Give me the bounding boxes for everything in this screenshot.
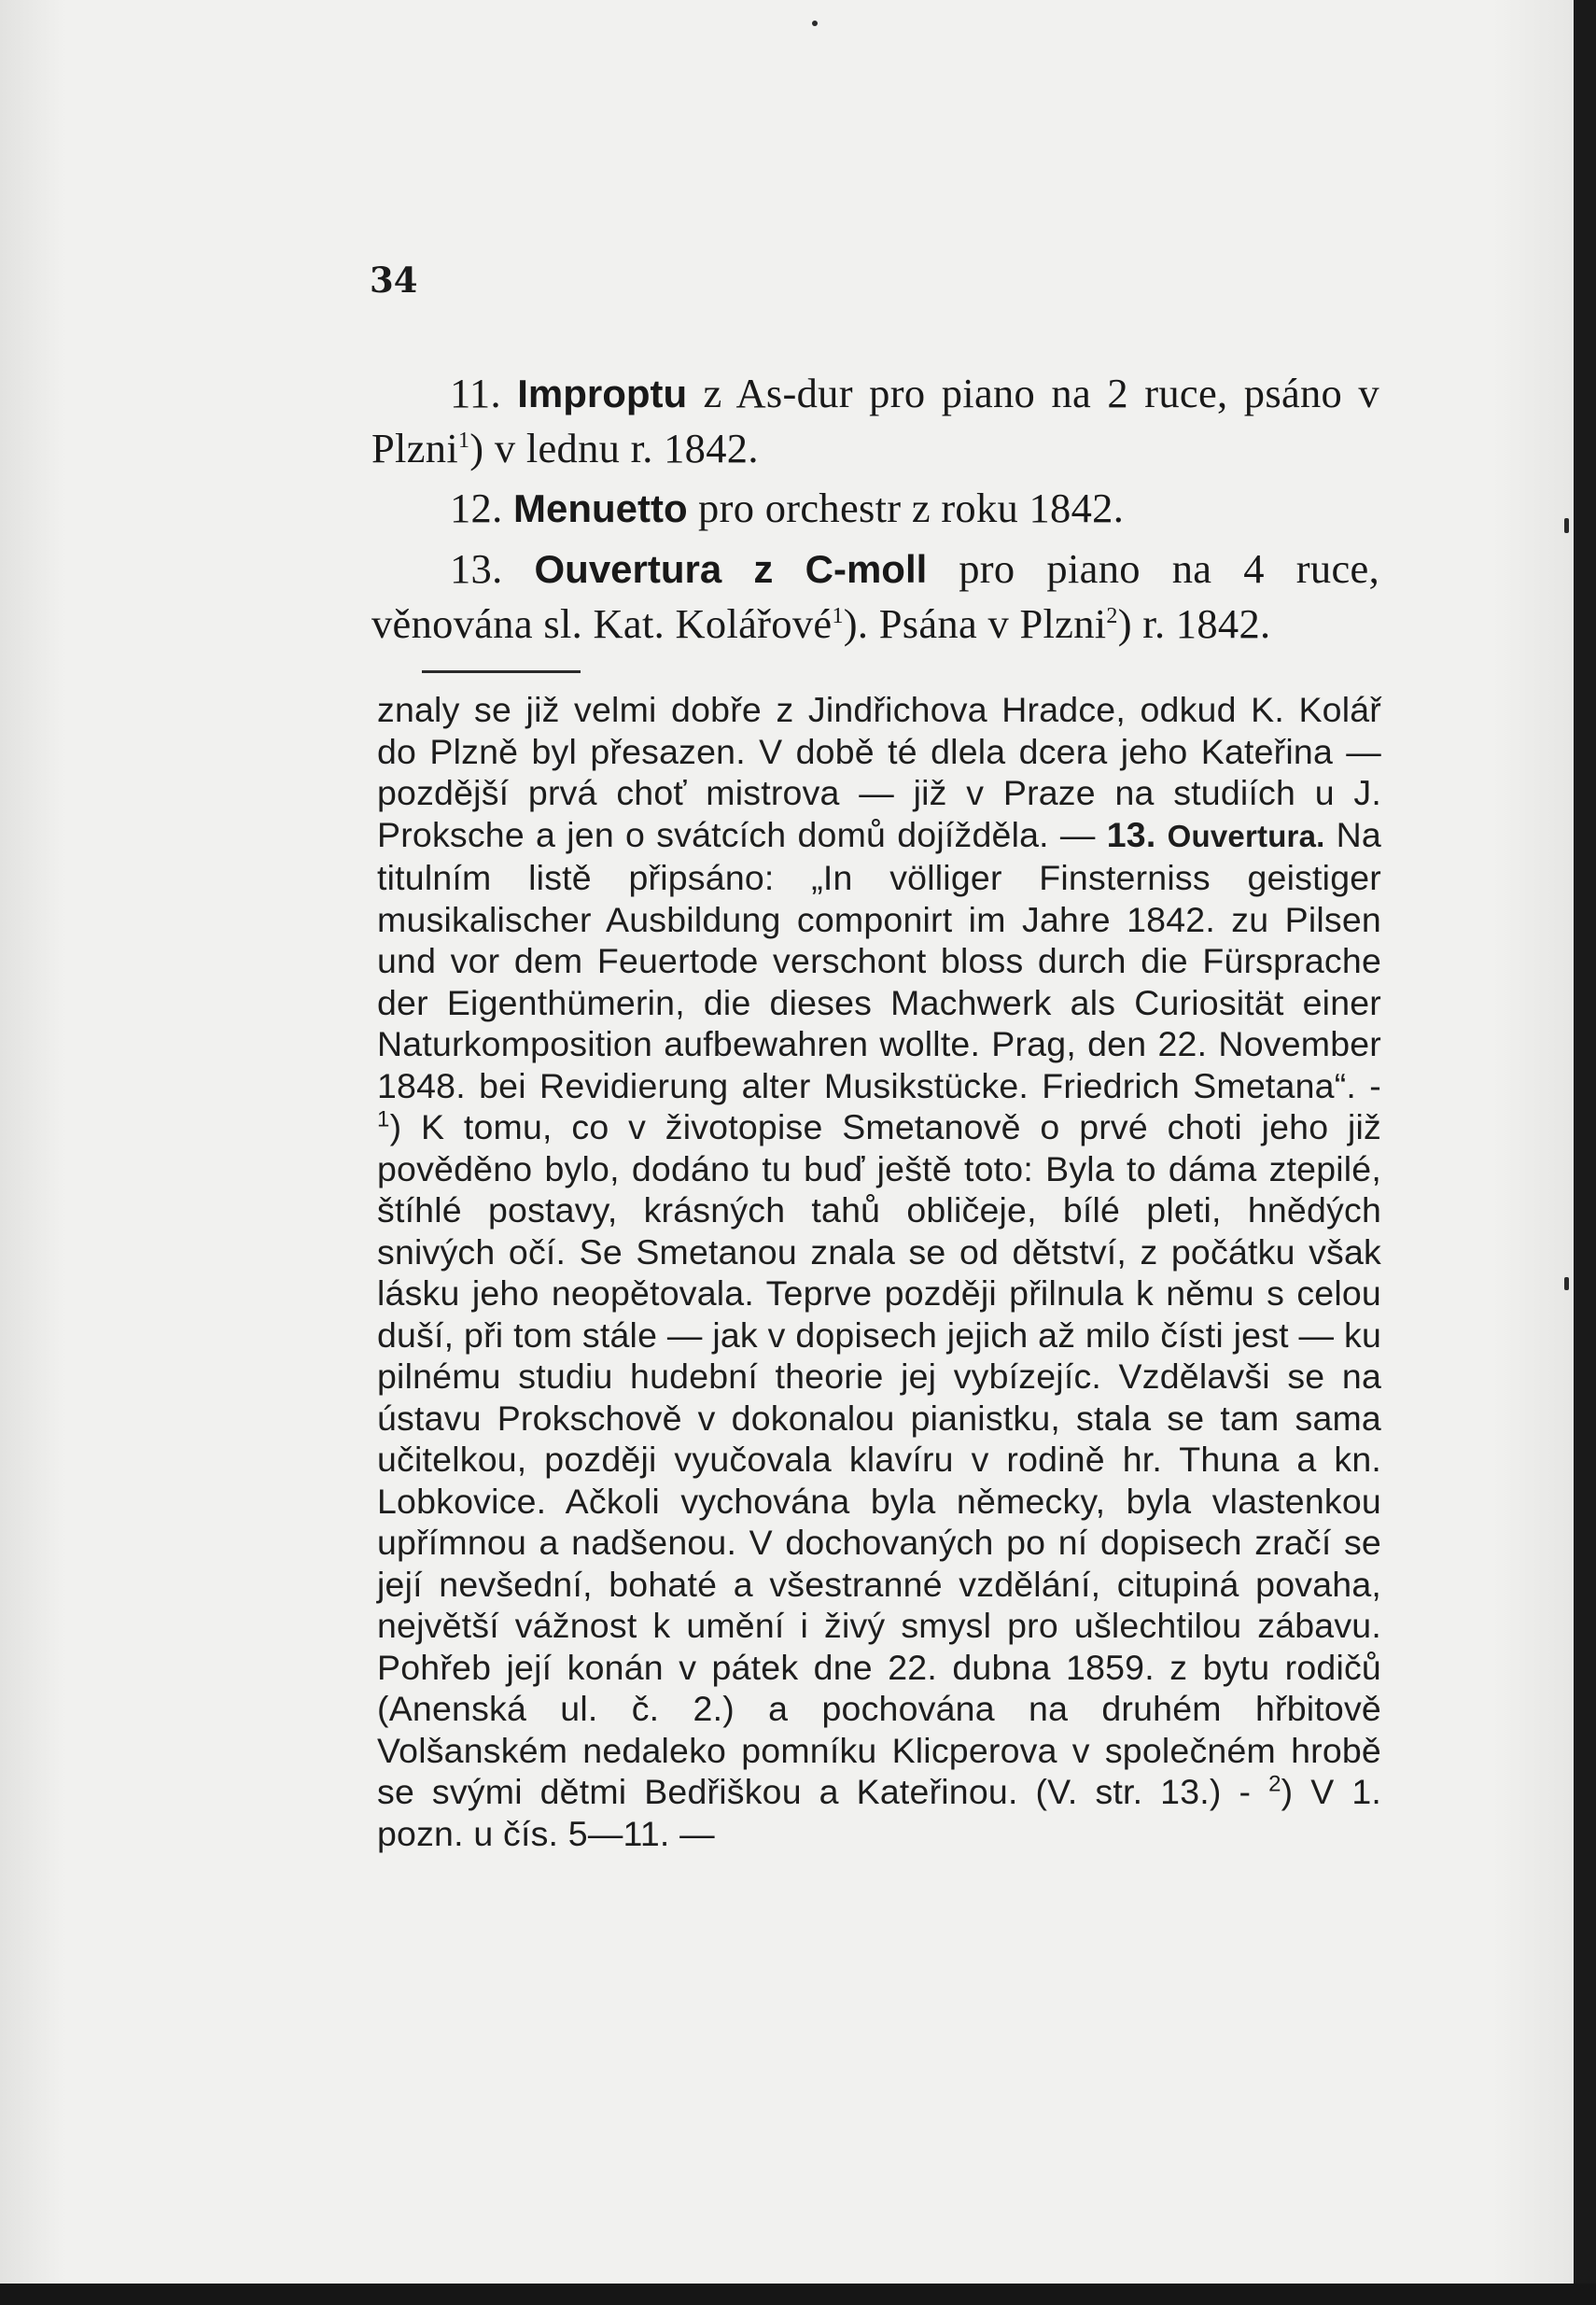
entry-text: pro piano na 4 ruce, věnována sl. Kat. Kolářové <box>371 545 1379 647</box>
entry-text: pro orchestr z roku 1842. <box>687 485 1125 531</box>
footnote-ref: 2 <box>1106 604 1118 629</box>
entry-title: Ouvertura z C-moll <box>534 547 928 591</box>
entry-text: ) r. 1842. <box>1117 600 1271 647</box>
scan-speck <box>812 21 818 26</box>
entry-text: ). Psána v Plzni <box>843 600 1107 647</box>
entry-number: 13. <box>450 545 503 592</box>
footnotes <box>377 689 1381 1854</box>
work-entry-12 <box>371 481 1379 536</box>
footnote-text: ) K tomu, co v životopise Smetanově o prvé choti jeho již pověděno bylo, dodáno tu buď ještě toto: Byla to dáma ztepilé, štíhlé postavy, krásných tahů obličeje, bílé pleti, hnědých snivých očí. Se Smetanou znala se od dětství, z počátku však lásku jeho neopětovala. Teprve později přilnula k němu s celou duší, při tom stále — jak v dopisech jejich až milo čísti jest — ku pilnému studiu hudební theorie jej vybízejíc. Vzdělavši se na ústavu Prokschově v dokonalou pianistku, stala se tam sama učitelkou, později vyučovala klavíru v rodině hr. Thuna a kn. Lobkovice. Ačkoli vychována byla německy, byla vlastenkou upřímnou a nadšenou. V dochovaných po ní dopisech zračí se její nevšední, bohaté a všestranné vzdělání, citupiná povaha, největší vážnost k umění i živý smysl pro ušlechtilou zábavu. Pohřeb její konán v pátek dne 22. dubna 1859. z bytu rodičů (Anenská ul. č. 2.) a pochována na druhém hřbitově Volšanském nedaleko pomníku Klicperova v společném hrobě se svými dětmi Bedřiškou a Kateřinou. (V. str. 13.) - <box>377 1107 1381 1811</box>
page-number: 34 <box>370 260 418 301</box>
entry-number: 11. <box>450 370 501 416</box>
footnote-marker: 1 <box>377 1106 390 1132</box>
entry-text: z As-dur pro piano na 2 ruce, psáno v Plzni <box>371 370 1379 471</box>
scan-speck <box>1564 1277 1569 1290</box>
footnote-marker: 2 <box>1268 1771 1281 1797</box>
works-list <box>371 366 1379 656</box>
scan-speck <box>1564 518 1569 533</box>
entry-text: ) v lednu r. 1842. <box>469 425 759 471</box>
footnote-divider <box>422 670 581 673</box>
footnote-text: znaly se již velmi dobře z Jindřichova Hradce, odkud K. Kolář do Plzně byl přesazen. V době té dlela dcera jeho Kateřina — pozdější prvá choť mistrova — již v Praze na studiích u J. Proksche a jen o svátcích domů dojížděla. — <box>377 690 1381 854</box>
footnote-text: ) V 1. pozn. u čís. 5—11. — <box>377 1772 1381 1853</box>
entry-number: 12. <box>450 485 503 531</box>
footnote-text: Na titulním listě připsáno: „In völliger Finsterniss geistiger musikalischer Ausbildung componirt im Jahre 1842. zu Pilsen und vor dem Feuertode verschont bloss durch die Fürsprache der Eigenthümerin, die dieses Machwerk als Curiosität einer Naturkomposition aufbewahren wollte. Prag, den 22. November 1848. bei Revidierung alter Musikstücke. Friedrich Smetana“. - <box>377 814 1381 1105</box>
work-entry-13 <box>371 541 1379 651</box>
scan-border-right <box>1574 0 1596 2305</box>
footnote-work-number: 13. <box>1106 814 1156 854</box>
work-entry-11 <box>371 366 1379 475</box>
footnote-ref: 1 <box>832 604 844 629</box>
scan-border-bottom <box>0 2284 1596 2305</box>
footnote-work-title: Ouvertura. <box>1167 818 1325 853</box>
entry-title: Improptu <box>517 372 688 415</box>
entry-title: Menuetto <box>512 486 688 530</box>
footnote-ref: 1 <box>457 429 470 454</box>
